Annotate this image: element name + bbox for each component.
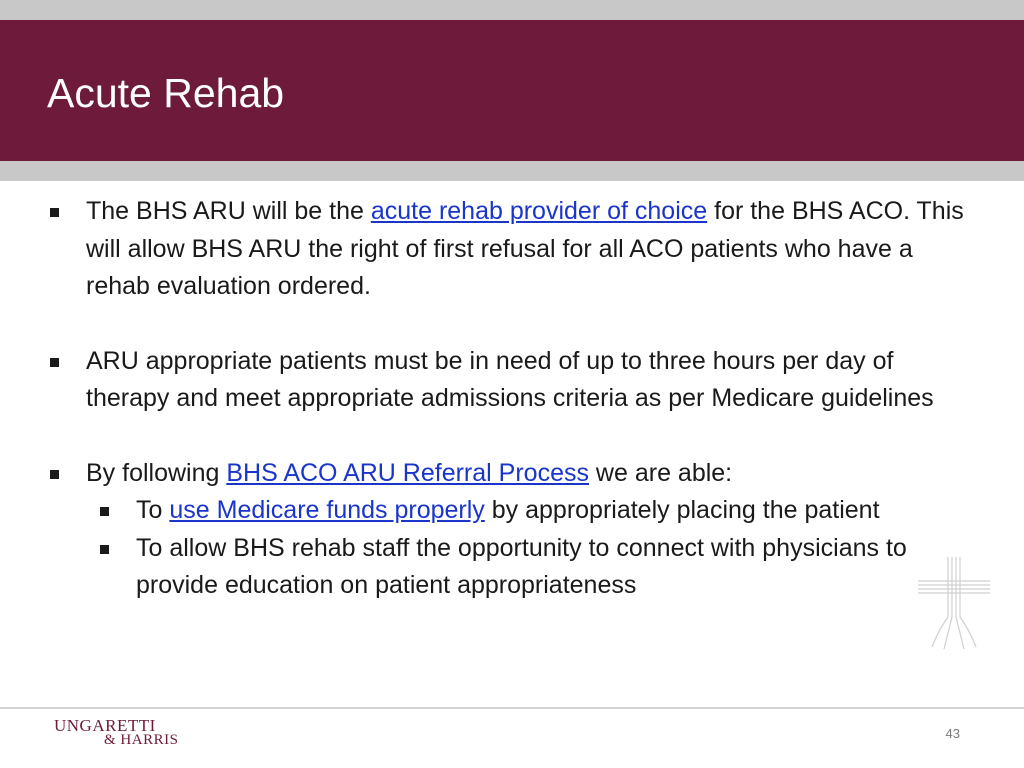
bullet-3-text-a: By following bbox=[86, 458, 227, 487]
square-bullet-icon bbox=[100, 545, 109, 554]
bullet-list bbox=[46, 193, 976, 605]
page-number: 43 bbox=[945, 726, 960, 741]
sub-bullet-1-text-b: by appropriately placing the patient bbox=[484, 496, 880, 524]
sub-bullet-item-2 bbox=[46, 530, 976, 605]
square-bullet-icon bbox=[50, 208, 59, 217]
top-accent-bar bbox=[0, 0, 1024, 20]
footer-divider bbox=[0, 707, 1024, 709]
bullet-item-2 bbox=[46, 343, 976, 418]
sub-bullet-1-text-a: To bbox=[136, 496, 170, 524]
sub-bullet-item-1 bbox=[46, 492, 976, 530]
sub-bullet-2-text: To allow BHS rehab staff the opportunity to connect with physicians to provide education on patient appropriateness bbox=[136, 533, 907, 599]
ungaretti-harris-logo bbox=[54, 716, 194, 752]
bullet-1-text-b: for the BHS ACO. This will allow BHS ARU the right of first refusal for all ACO patients who have a rehab evaluation ordered. bbox=[86, 197, 964, 300]
cross-watermark-icon bbox=[918, 557, 990, 651]
bullet-3-text-b: we are able: bbox=[588, 458, 733, 487]
logo-line-2: & HARRIS bbox=[104, 732, 179, 748]
acute-rehab-provider-link[interactable]: acute rehab provider of choice bbox=[370, 197, 708, 225]
bullet-item-3 bbox=[46, 455, 976, 493]
logo-line-1: UNGARETTI bbox=[54, 716, 156, 735]
bullet-1-text-a: The BHS ARU will be the bbox=[86, 197, 371, 225]
medicare-funds-link[interactable]: use Medicare funds properly bbox=[169, 496, 485, 524]
square-bullet-icon bbox=[100, 507, 109, 516]
slide-title: Acute Rehab bbox=[47, 70, 285, 116]
bullet-item-1 bbox=[46, 193, 976, 306]
referral-process-link[interactable]: BHS ACO ARU Referral Process bbox=[226, 458, 589, 487]
square-bullet-icon bbox=[50, 470, 59, 479]
lower-accent-bar bbox=[0, 161, 1024, 181]
bullet-2-text: ARU appropriate patients must be in need of up to three hours per day of therapy and meet appropriate admissions criteria as per Medicare guidelines bbox=[86, 346, 934, 412]
square-bullet-icon bbox=[50, 358, 59, 367]
